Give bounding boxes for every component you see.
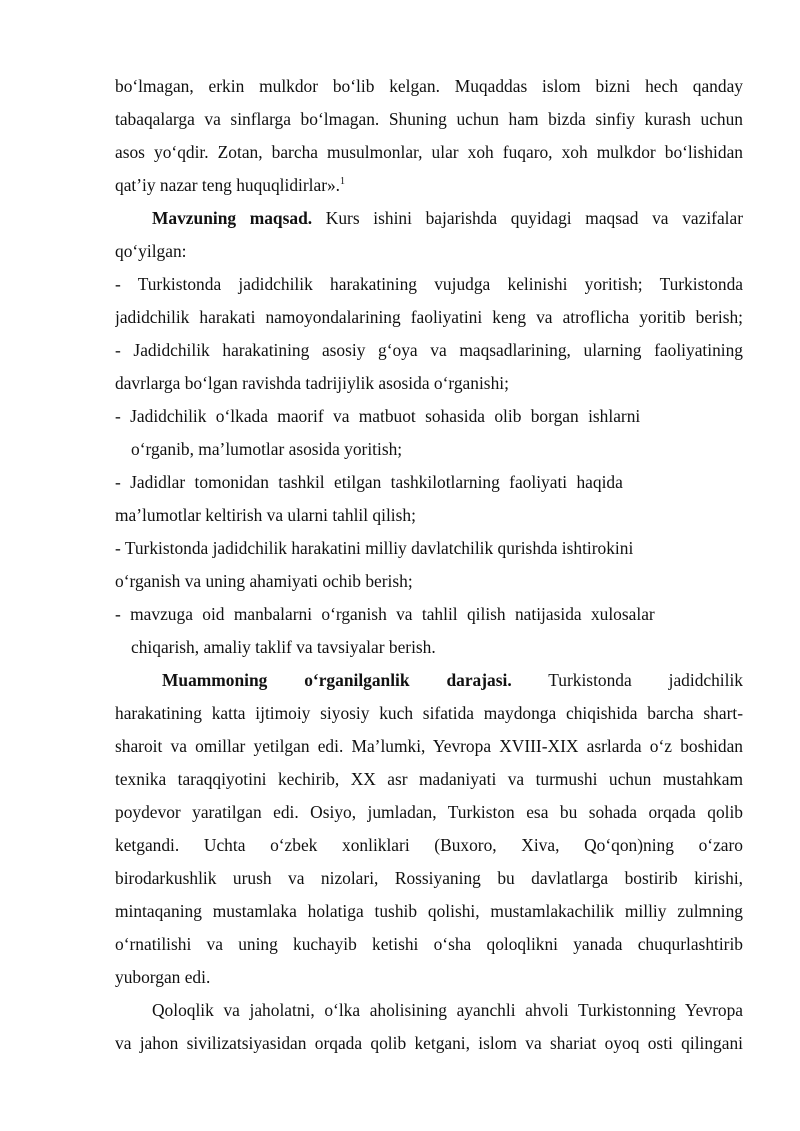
text-line: Qoloqlik va jaholatni, o‘lka aholisining ayanchli ahvoli Turkistonning Yevropa: [152, 1000, 743, 1020]
degree-paragraph-start: [162, 669, 743, 691]
text-line: tabaqalarga va sinflarga bo‘lmagan. Shuning uchun ham bizda sinfiy kurash uchun: [115, 109, 743, 129]
text-line: davrlarga bo‘lgan ravishda tadrijiylik asosida o‘rganishi;: [115, 373, 509, 393]
text-line: ma’lumotlar keltirish va ularni tahlil qilish;: [115, 505, 416, 525]
list-item-line: - Turkistonda jadidchilik harakatining vujudga kelinishi yoritish; Turkistonda: [115, 274, 743, 294]
goal-heading: Mavzuning maqsad.: [152, 208, 313, 228]
text-line: va jahon sivilizatsiyasidan orqada qolib ketgani, islom va shariat oyoq osti qilingani: [115, 1033, 743, 1053]
text-line: texnika taraqqiyotini kechirib, XX asr madaniyati va turmushi uchun mustahkam: [115, 769, 743, 789]
footnote-mark: 1: [340, 176, 346, 187]
text-line: o‘rganish va uning ahamiyati ochib berish;: [115, 571, 413, 591]
text-line: asos yo‘qdir. Zotan, barcha musulmonlar, ular xoh fuqaro, xoh mulkdor bo‘lishidan: [115, 142, 743, 162]
text-span: qat’iy nazar teng huquqlidirlar».: [115, 175, 341, 195]
text-line: mintaqaning mustamlaka holatiga tushib qolishi, mustamlakachilik milliy zulmning: [115, 901, 743, 921]
list-item-line: - Jadidchilik harakatining asosiy g‘oya va maqsadlarining, ularning faoliyatining: [115, 340, 743, 360]
text-line: ketgandi. Uchta o‘zbek xonliklari (Buxoro, Xiva, Qo‘qon)ning o‘zaro: [115, 835, 743, 855]
list-item-line: - Jadidchilik o‘lkada maorif va matbuot sohasida olib borgan ishlarni: [115, 406, 641, 426]
degree-heading: Muammoning o‘rganilganlik darajasi.: [162, 670, 512, 690]
list-item-line: - Turkistonda jadidchilik harakatini milliy davlatchilik qurishda ishtirokini: [115, 538, 634, 558]
text-line: o‘rnatilishi va uning kuchayib ketishi o‘sha qoloqlikni yanada chuqurlashtirib: [115, 934, 743, 954]
text-line: yuborgan edi.: [115, 967, 211, 987]
goal-text: Kurs ishini bajarishda quyidagi maqsad va vazifalar: [312, 208, 743, 228]
list-item-line: - Jadidlar tomonidan tashkil etilgan tashkilotlarning faoliyati haqida: [115, 472, 623, 492]
text-line: bo‘lmagan, erkin mulkdor bo‘lib kelgan. Muqaddas islom bizni hech qanday: [115, 76, 743, 96]
text-line: o‘rganib, ma’lumotlar asosida yoritish;: [131, 439, 403, 459]
text-line: chiqarish, amaliy taklif va tavsiyalar berish.: [131, 637, 436, 657]
list-item-line: - mavzuga oid manbalarni o‘rganish va tahlil qilish natijasida xulosalar: [115, 604, 655, 624]
text-line: qo‘yilgan:: [115, 241, 187, 261]
text-line: [115, 174, 743, 196]
text-line: poydevor yaratilgan edi. Osiyo, jumladan, Turkiston esa bu sohada orqada qolib: [115, 802, 743, 822]
text-line: jadidchilik harakati namoyondalarining faoliyatini keng va atroflicha yoritib berish;: [115, 307, 743, 327]
text-line: sharoit va omillar yetilgan edi. Ma’lumki, Yevropa XVIII-XIX asrlarda o‘z boshidan: [115, 736, 743, 756]
degree-text: Turkistonda jadidchilik: [511, 670, 743, 690]
text-line: birodarkushlik urush va nizolari, Rossiyaning bu davlatlarga bostirib kirishi,: [115, 868, 743, 888]
goal-paragraph-start: [152, 207, 743, 229]
text-line: harakatining katta ijtimoiy siyosiy kuch sifatida maydonga chiqishida barcha shart-: [115, 703, 743, 723]
